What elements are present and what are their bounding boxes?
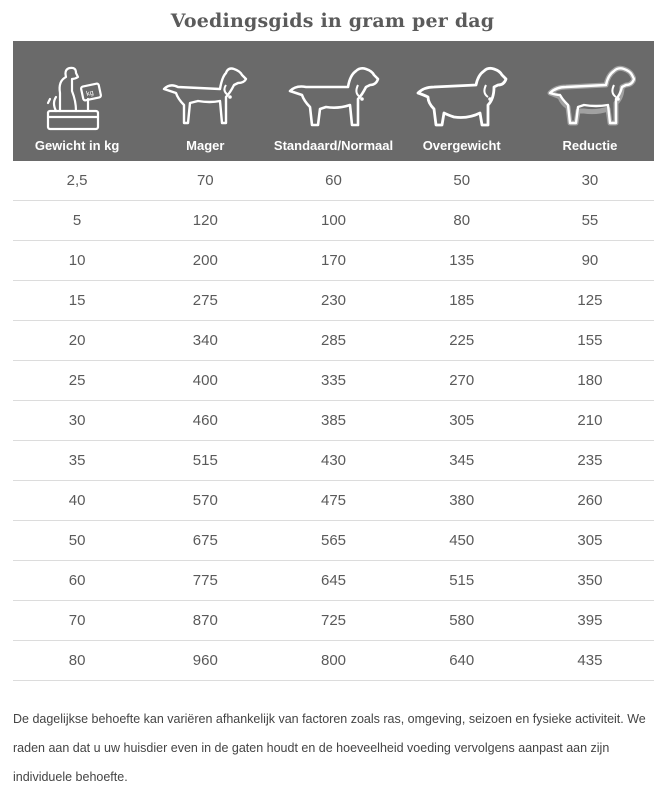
cell-reduction: 55 — [581, 212, 599, 229]
header-normal — [269, 41, 397, 161]
cell-reduction: 260 — [577, 492, 603, 509]
cell-thin: 960 — [192, 652, 218, 669]
normal-dog-icon — [286, 63, 382, 133]
cell-thin: 460 — [192, 412, 218, 429]
cell-overweight: 135 — [449, 252, 475, 269]
header-reduction — [526, 41, 654, 161]
table-row — [13, 561, 654, 601]
cell-reduction: 125 — [577, 292, 603, 309]
cell-weight: 50 — [68, 532, 86, 549]
cell-reduction: 235 — [577, 452, 603, 469]
thin-dog-icon — [160, 63, 250, 133]
cell-overweight: 270 — [449, 372, 475, 389]
cell-overweight: 580 — [449, 612, 475, 629]
cell-weight: 80 — [68, 652, 86, 669]
cell-thin: 675 — [192, 532, 218, 549]
header-label: Standaard/Normaal — [273, 138, 394, 153]
cell-overweight: 305 — [449, 412, 475, 429]
scale-kg-label: kg — [85, 89, 95, 98]
cell-overweight: 515 — [449, 572, 475, 589]
cell-overweight: 225 — [449, 332, 475, 349]
cell-thin: 515 — [192, 452, 218, 469]
reduction-dog-icon — [544, 63, 636, 133]
cell-thin: 400 — [192, 372, 218, 389]
cell-overweight: 80 — [453, 212, 471, 229]
cell-weight: 40 — [68, 492, 86, 509]
table-row — [13, 641, 654, 681]
table-row — [13, 481, 654, 521]
header-overweight — [398, 41, 526, 161]
table-row — [13, 201, 654, 241]
cell-normal: 645 — [320, 572, 347, 589]
cell-weight: 25 — [68, 372, 86, 389]
cell-reduction: 305 — [577, 532, 603, 549]
cell-overweight: 640 — [449, 652, 475, 669]
cell-reduction: 210 — [577, 412, 603, 429]
cell-reduction: 395 — [577, 612, 603, 629]
cell-normal: 335 — [320, 372, 347, 389]
header-label: Gewicht in kg — [34, 138, 120, 153]
cell-reduction: 90 — [581, 252, 599, 269]
cell-overweight: 345 — [449, 452, 475, 469]
cell-reduction: 30 — [581, 172, 599, 189]
cell-weight: 70 — [68, 612, 86, 629]
cell-weight: 60 — [68, 572, 86, 589]
cell-thin: 775 — [192, 572, 218, 589]
cell-normal: 565 — [320, 532, 347, 549]
cell-thin: 70 — [196, 172, 214, 189]
cell-thin: 200 — [192, 252, 218, 269]
cell-weight: 2,5 — [66, 172, 88, 189]
cell-normal: 170 — [320, 252, 347, 269]
table-row — [13, 281, 654, 321]
header-label: Mager — [186, 138, 225, 153]
cell-reduction: 435 — [577, 652, 603, 669]
cell-normal: 475 — [320, 492, 347, 509]
dog-on-scale-icon — [42, 63, 112, 135]
cell-weight: 35 — [68, 452, 86, 469]
cell-normal: 100 — [320, 212, 347, 229]
table-row — [13, 321, 654, 361]
cell-weight: 15 — [68, 292, 86, 309]
overweight-dog-icon — [414, 63, 510, 133]
cell-overweight: 50 — [453, 172, 471, 189]
cell-normal: 230 — [320, 292, 347, 309]
header-weight — [13, 41, 141, 161]
cell-normal: 60 — [325, 172, 342, 189]
cell-weight: 20 — [68, 332, 86, 349]
cell-thin: 570 — [192, 492, 218, 509]
cell-weight: 10 — [68, 252, 86, 269]
header-label: Reductie — [562, 138, 618, 153]
table-row — [13, 521, 654, 561]
table-row — [13, 441, 654, 481]
cell-normal: 285 — [320, 332, 347, 349]
cell-overweight: 450 — [449, 532, 475, 549]
cell-reduction: 350 — [577, 572, 603, 589]
table-row — [13, 241, 654, 281]
cell-overweight: 380 — [449, 492, 475, 509]
feeding-table — [13, 41, 654, 681]
cell-normal: 430 — [320, 452, 347, 469]
cell-normal: 725 — [320, 612, 347, 629]
table-row — [13, 161, 654, 201]
table-row — [13, 601, 654, 641]
cell-thin: 870 — [192, 612, 218, 629]
feeding-note: De dagelijkse behoefte kan variëren afhankelijk van factoren zoals ras, omgeving, seizoen en fysieke activiteit. We raden aan dat u uw huisdier even in de gaten houdt en de hoeveelheid voeding vervolgens aanpast aan zijn individuele behoefte. — [13, 712, 646, 784]
header-label: Overgewicht — [422, 138, 501, 153]
header-thin — [141, 41, 269, 161]
cell-normal: 385 — [320, 412, 347, 429]
cell-weight: 30 — [68, 412, 86, 429]
table-header — [13, 41, 654, 161]
cell-reduction: 180 — [577, 372, 603, 389]
cell-overweight: 185 — [449, 292, 475, 309]
page-title: Voedingsgids in gram per dag — [170, 10, 495, 32]
cell-weight: 5 — [72, 212, 82, 229]
cell-thin: 275 — [192, 292, 218, 309]
cell-reduction: 155 — [577, 332, 603, 349]
table-row — [13, 361, 654, 401]
table-body — [13, 161, 654, 681]
cell-thin: 120 — [192, 212, 218, 229]
table-row — [13, 401, 654, 441]
cell-normal: 800 — [320, 652, 347, 669]
cell-thin: 340 — [192, 332, 218, 349]
